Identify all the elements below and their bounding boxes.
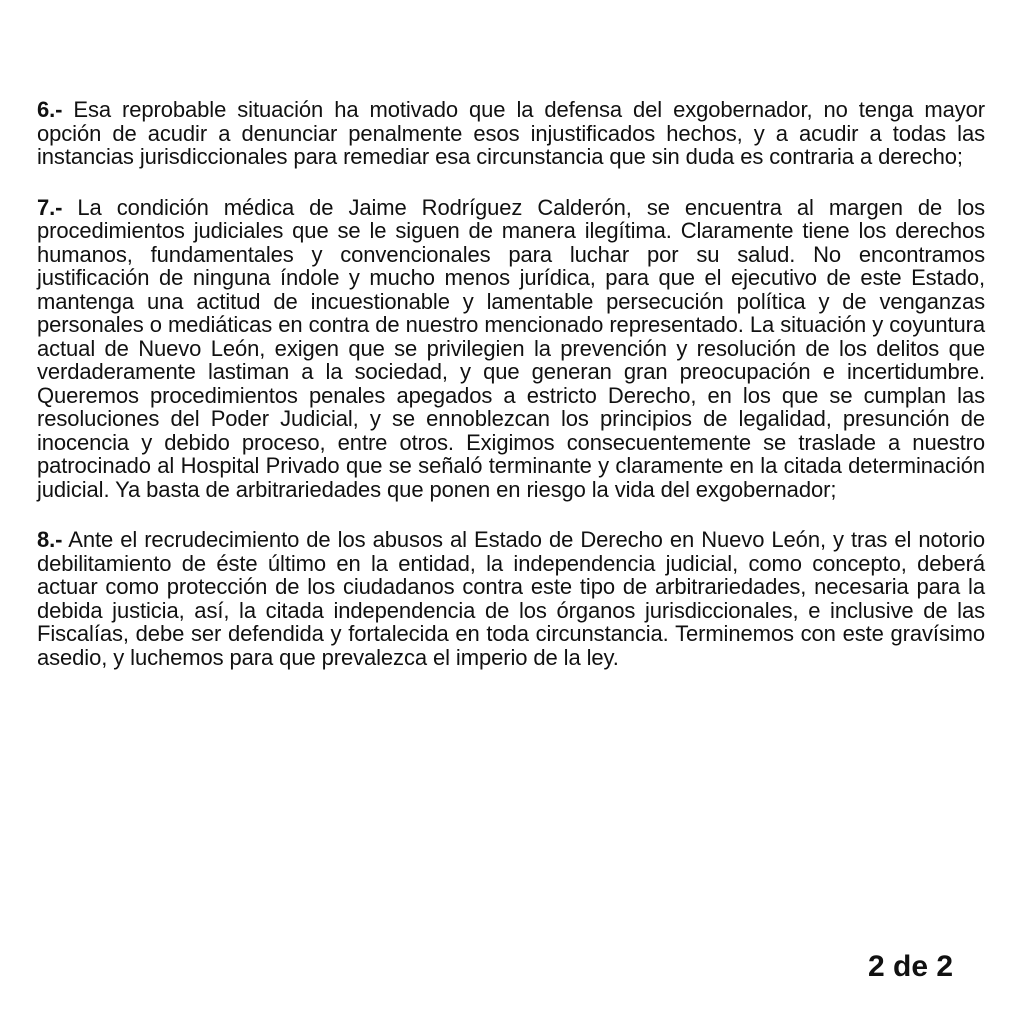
paragraph-text: Ante el recrudecimiento de los abusos al Estado de Derecho en Nuevo León, y tras el notorio debilitamiento de éste último en la entidad, la independencia judicial, como concepto, deberá actuar como protección de los ciudadanos contra este tipo de arbitrariedades, necesaria para la debida justicia, así, la citada independencia de los órganos jurisdiccionales, e inclusive de las Fiscalías, debe ser defendida y fortalecida en toda circunstancia. Terminemos con este gravísimo asedio, y luchemos para que prevalezca el imperio de la ley. xyxy=(37,527,985,670)
paragraph-8 xyxy=(37,528,985,669)
page-number: 2 de 2 xyxy=(868,950,954,983)
document-body xyxy=(37,98,985,696)
paragraph-text: Esa reprobable situación ha motivado que la defensa del exgobernador, no tenga mayor opción de acudir a denunciar penalmente esos injustificados hechos, y a acudir a todas las instancias jurisdiccionales para remediar esa circunstancia que sin duda es contraria a derecho; xyxy=(37,97,985,169)
paragraph-text: La condición médica de Jaime Rodríguez Calderón, se encuentra al margen de los procedimientos judiciales que se le siguen de manera ilegítima. Claramente tiene los derechos humanos, fundamentales y convencionales para luchar por su salud. No encontramos justificación de ninguna índole y mucho menos jurídica, para que el ejecutivo de este Estado, mantenga una actitud de incuestionable y lamentable persecución política y de venganzas personales o mediáticas en contra de nuestro mencionado representado. La situación y coyuntura actual de Nuevo León, exigen que se privilegien la prevención y resolución de los delitos que verdaderamente lastiman a la sociedad, y que generan gran preocupación e incertidumbre. Queremos procedimientos penales apegados a estricto Derecho, en los que se cumplan las resoluciones del Poder Judicial, y se ennoblezcan los principios de legalidad, presunción de inocencia y debido proceso, entre otros. Exigimos consecuentemente se traslade a nuestro patrocinado al Hospital Privado que se señaló terminante y claramente en la citada determinación judicial. Ya basta de arbitrariedades que ponen en riesgo la vida del exgobernador; xyxy=(37,194,986,502)
paragraph-7 xyxy=(37,196,985,502)
paragraph-number: 7.- xyxy=(37,194,63,220)
paragraph-number: 8.- xyxy=(37,527,63,552)
paragraph-number: 6.- xyxy=(37,97,63,122)
paragraph-6 xyxy=(37,98,985,169)
